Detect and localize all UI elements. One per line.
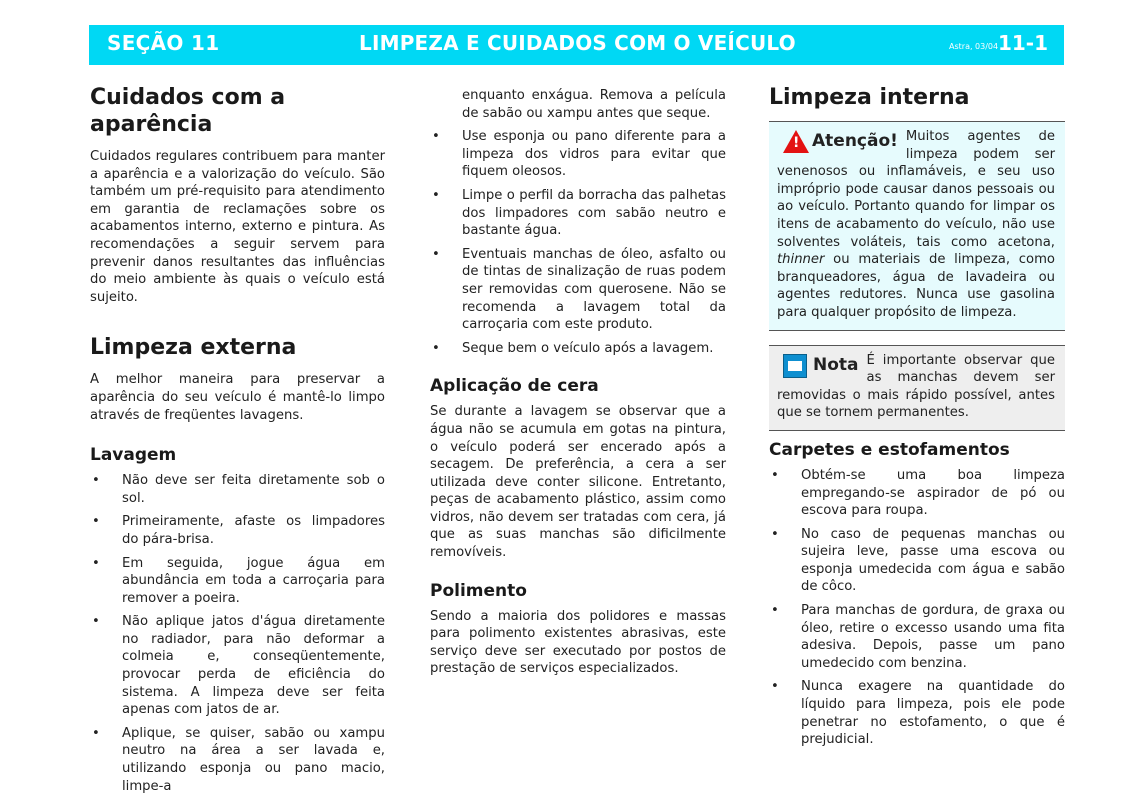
- edition-label: Astra, 03/04: [949, 42, 999, 51]
- lavagem-list: [90, 472, 385, 795]
- column-2: [430, 87, 726, 678]
- list-item: • Nunca exagere na quantidade do líquido para limpeza, pois ele pode penetrar no estofamento, o que é prejudicial.: [771, 679, 1065, 748]
- paragraph-cuidados: Cuidados regulares contribuem para manter a aparência e a valorização do veículo. São também um pré-requisito para atendimento em garantia de reclamações sobre os acabamentos interno, externo e pintura. As recomendações a seguir servem para prevenir danos resultantes das influências do meio ambiente às quais o veículo está sujeito.: [90, 149, 385, 305]
- column-1: [90, 84, 385, 801]
- list-item: • Não deve ser feita diretamente sob o sol.: [92, 473, 385, 506]
- list-item: • No caso de pequenas manchas ou sujeira leve, passe uma escova ou esponja umedecida com água e sabão de côco.: [771, 526, 1065, 595]
- list-item: • Eventuais manchas de óleo, asfalto ou de tintas de sinalização de ruas podem ser removidas com querosene. Não se recomenda a lavagem total da carroçaria com este produto.: [432, 246, 726, 333]
- bullet-icon: •: [771, 526, 779, 542]
- subheading-polimento: Polimento: [430, 580, 527, 601]
- bullet-icon: •: [771, 679, 779, 695]
- attention-text-em: thinner: [777, 252, 825, 268]
- bullet-icon: •: [92, 555, 100, 571]
- note-text: É importante observar que as manchas devem ser removidas o mais rápido possível, antes que se tornem permanentes.: [777, 352, 1055, 421]
- heading-cuidados: Cuidados com a aparência: [90, 85, 286, 137]
- page-number: 11-1: [997, 31, 1048, 55]
- bullet-icon: •: [771, 603, 779, 619]
- cleaning-list: [430, 128, 726, 357]
- list-item: • Em seguida, jogue água em abundância em toda a carroçaria para remover a poeira.: [92, 555, 385, 606]
- list-item: • Seque bem o veículo após a lavagem.: [432, 340, 714, 356]
- carpetes-list: [769, 467, 1065, 749]
- list-item: • Aplique, se quiser, sabão ou xampu neutro na área a ser lavada e, utilizando esponja ou pano macio, limpe-a: [92, 725, 385, 794]
- bullet-icon: •: [771, 467, 779, 483]
- bullet-icon: •: [92, 514, 100, 530]
- attention-text-a: Muitos agentes de limpeza podem ser venenosos ou inflamáveis, e seu uso impróprio pode causar danos pessoais ou ao veículo. Portanto quando for limpar os itens de acabamento do veículo, não use solventes voláteis, tais como acetona,: [777, 129, 1055, 250]
- attention-label: Atenção!: [812, 130, 898, 151]
- continued-text: enquanto enxágua. Remova a película de sabão ou xampu antes que seque.: [462, 88, 726, 121]
- section-number: SEÇÃO 11: [107, 31, 220, 55]
- list-item: • Limpe o perfil da borracha das palhetas dos limpadores com sabão neutro e bastante água.: [432, 187, 726, 239]
- column-3: [769, 84, 1065, 755]
- bullet-icon: •: [432, 129, 440, 145]
- list-item: • Primeiramente, afaste os limpadores do pára-brisa.: [92, 514, 385, 547]
- note-box: [769, 345, 1065, 431]
- list-item: • Não aplique jatos d'água diretamente no radiador, para não deformar a colmeia e, conseqüentemente, provocar perda de eficiência do sistema. A limpeza deve ser feita apenas com jatos de ar.: [92, 614, 385, 718]
- warning-triangle-icon: !: [783, 130, 809, 153]
- paragraph-polimento: Sendo a maioria dos polidores e massas para polimento existentes abrasivas, este serviço deve ser executado por postos de prestação de serviços especializados.: [430, 608, 726, 677]
- bullet-icon: •: [432, 187, 440, 203]
- list-item: • Use esponja ou pano diferente para a limpeza dos vidros para evitar que fiquem oleosos.: [432, 129, 726, 180]
- bullet-icon: •: [432, 340, 440, 356]
- heading-limpeza-interna: Limpeza interna: [769, 85, 970, 110]
- bullet-icon: •: [432, 246, 440, 262]
- list-item: • Para manchas de gordura, de graxa ou óleo, retire o excesso usando uma fita adesiva. Depois, passe um pano umedecido com benzina.: [771, 603, 1065, 671]
- subheading-lavagem: Lavagem: [90, 445, 177, 466]
- bullet-icon: •: [92, 725, 100, 741]
- bullet-icon: •: [92, 473, 100, 489]
- note-icon: [783, 354, 807, 378]
- attention-box: [769, 121, 1065, 331]
- subheading-cera: Aplicação de cera: [430, 376, 599, 397]
- subheading-carpetes: Carpetes e estofamentos: [769, 439, 1010, 460]
- heading-limpeza-externa: Limpeza externa: [90, 335, 297, 361]
- attention-text-b: ou materiais de limpeza, como branqueadores, água de lavadeira ou agentes redutores. Nunca use gasolina para qualquer propósito de limpeza.: [777, 252, 1055, 320]
- bullet-icon: •: [92, 614, 100, 630]
- section-header-bar: [89, 25, 1064, 65]
- attention-tag: [783, 130, 898, 153]
- paragraph-cera: Se durante a lavagem se observar que a água não se acumula em gotas na pintura, o veículo poderá ser encerado após a secagem. De preferência, a cera a ser utilizada deve conter silicone. Entretanto, peças de acabamento plástico, assim como vidros, não devem ser tratadas com cera, já que as suas manchas são dificilmente removíveis.: [430, 404, 726, 561]
- section-title: LIMPEZA E CUIDADOS COM O VEÍCULO: [359, 31, 796, 55]
- list-item: • Obtém-se uma boa limpeza empregando-se aspirador de pó ou escova para roupa.: [771, 467, 1065, 519]
- paragraph-limpeza-externa: A melhor maneira para preservar a aparência do seu veículo é mantê-lo limpo através de freqüentes lavagens.: [90, 372, 385, 423]
- note-tag: [783, 354, 859, 378]
- note-label: Nota: [813, 354, 859, 375]
